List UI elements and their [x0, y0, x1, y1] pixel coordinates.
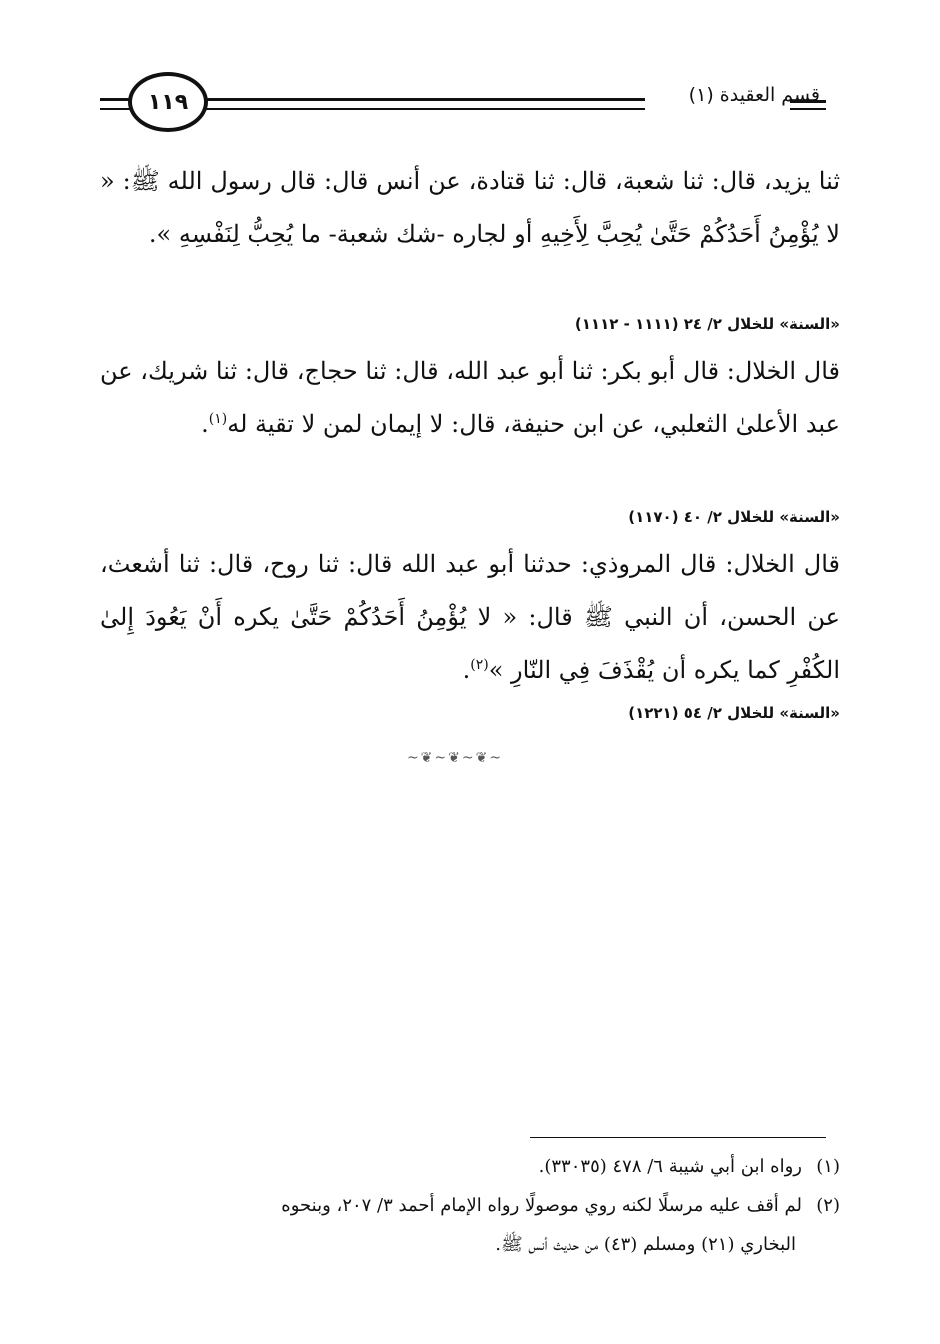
footnote-2-continuation	[100, 1226, 840, 1263]
paragraph-2	[100, 345, 840, 451]
footnote-text: البخاري (٢١) ومسلم (٤٣) من حديث أنس ﷺ.	[495, 1234, 796, 1255]
running-title: قسم العقيدة (١)	[688, 84, 820, 106]
header-rule-middle-lower	[205, 108, 645, 110]
footnote-number: (٢)	[816, 1195, 840, 1216]
footnote-marker-2[interactable]: (٢)	[470, 657, 489, 673]
paragraph-text: قال الخلال: قال أبو بكر: ثنا أبو عبد الله، قال: ثنا حجاج، قال: ثنا شريك، عن عبد الأعلىٰ الثعلبي، عن ابن حنيفة، قال: لا إيمان لمن لا تقية له	[100, 357, 840, 438]
paragraph-end: .	[201, 410, 209, 438]
footnote-2	[100, 1187, 840, 1224]
paragraph-end: .	[462, 656, 471, 684]
footnote-1	[100, 1148, 840, 1185]
paragraph-text: قال الخلال: قال المروذي: حدثنا أبو عبد الله قال: ثنا روح، قال: ثنا أشعث، عن الحسن، أن النبي ﷺ قال: « لا يُؤْمِنُ أَحَدُكُمْ حَتَّىٰ يكره أَنْ يَعُودَ إِلىٰ الكُفْرِ كما يكره أن يُقْذَفَ فِي النّارِ »	[100, 550, 840, 684]
page-number: ١١٩	[147, 89, 189, 115]
source-reference-3: «السنة» للخلال ٢/ ٥٤ (١٢٢١)	[628, 704, 840, 722]
footnote-marker-1[interactable]: (١)	[208, 411, 228, 427]
paragraph-1	[100, 155, 840, 261]
source-reference-2: «السنة» للخلال ٢/ ٤٠ (١١٧٠)	[628, 508, 840, 526]
footnote-text: رواه ابن أبي شيبة ٦/ ٤٧٨ (٣٣٠٣٥).	[538, 1156, 802, 1177]
paragraph-3	[100, 538, 840, 697]
page-number-badge	[128, 72, 208, 132]
header-rule-middle	[205, 98, 645, 101]
source-reference-1: «السنة» للخلال ٢/ ٢٤ (١١١١ - ١١١٢)	[574, 315, 840, 333]
paragraph-text: ثنا يزيد، قال: ثنا شعبة، قال: ثنا قتادة، عن أنس قال: قال رسول الله ﷺ: « لا يُؤْمِنُ أَحَدُكُمْ حَتَّىٰ يُحِبَّ لِأَخِيهِ أو لجاره -شك شعبة- ما يُحِبُّ لِنَفْسِهِ ».	[100, 167, 840, 248]
header-rule-right-lower	[790, 108, 826, 110]
section-ornament: ~❦~❦~❦~	[406, 750, 504, 766]
footnote-separator	[530, 1137, 826, 1138]
footnote-text: لم أقف عليه مرسلًا لكنه روي موصولًا رواه الإمام أحمد ٣/ ٢٠٧، وبنحوه	[281, 1195, 802, 1216]
footnote-number: (١)	[816, 1156, 840, 1177]
